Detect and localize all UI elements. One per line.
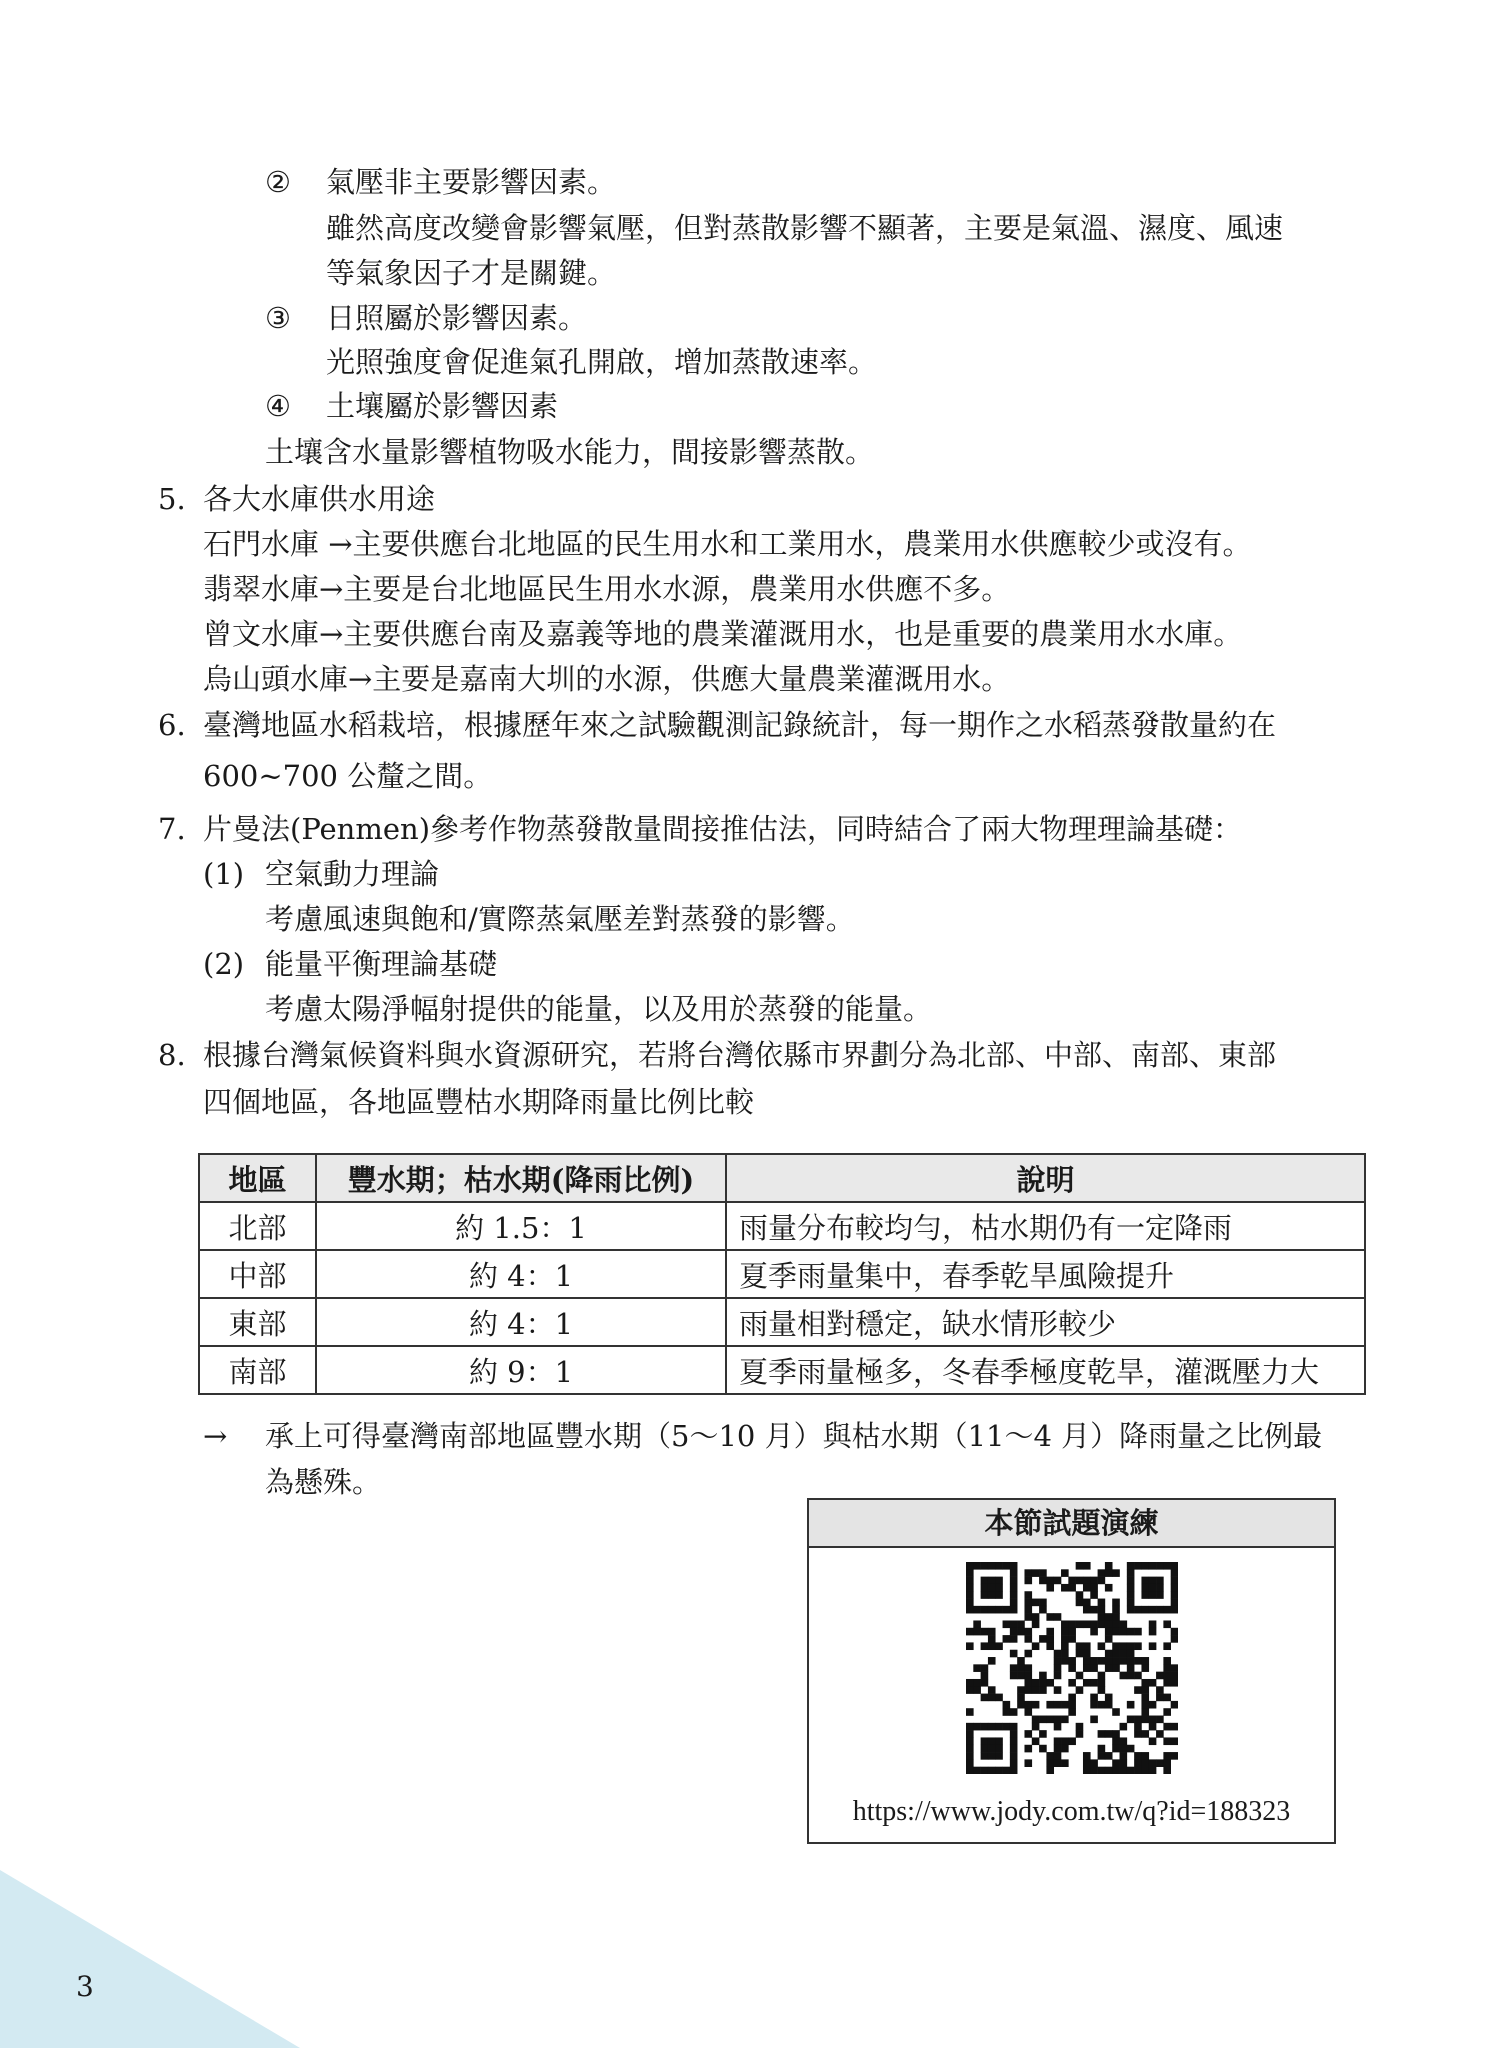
table-row: [199, 1250, 1365, 1298]
qr-title: 本節試題演練: [809, 1500, 1334, 1548]
region-cell: 中部: [199, 1250, 316, 1298]
qr-code-icon[interactable]: [966, 1562, 1178, 1774]
description-cell: 夏季雨量極多，冬春季極度乾旱，灌溉壓力大: [726, 1346, 1365, 1394]
text-line: 各大水庫供水用途: [203, 482, 436, 516]
text-line: 考慮風速與飽和/實際蒸氣壓差對蒸發的影響。: [265, 902, 855, 936]
item-number: 7.: [158, 812, 186, 846]
item-number: ④: [265, 389, 291, 423]
qr-url-link[interactable]: https://www.jody.com.tw/q?id=188323: [852, 1796, 1291, 1827]
column-header: 說明: [726, 1154, 1365, 1202]
ratio-cell: 約 1.5：1: [316, 1202, 726, 1250]
text-line: 土壤屬於影響因素: [326, 389, 559, 423]
text-line: 光照強度會促進氣孔開啟，增加蒸散速率。: [326, 345, 878, 379]
item-number: ③: [265, 301, 291, 335]
item-number: 5.: [158, 482, 186, 516]
description-cell: 夏季雨量集中，春季乾旱風險提升: [726, 1250, 1365, 1298]
table-row: [199, 1298, 1365, 1346]
description-cell: 雨量相對穩定，缺水情形較少: [726, 1298, 1365, 1346]
text-line: 日照屬於影響因素。: [326, 301, 588, 335]
table-row: [199, 1346, 1365, 1394]
practice-qr-box: [807, 1498, 1336, 1844]
region-cell: 北部: [199, 1202, 316, 1250]
text-line: 四個地區，各地區豐枯水期降雨量比例比較: [203, 1085, 755, 1119]
text-line: 根據台灣氣候資料與水資源研究，若將台灣依縣市界劃分為北部、中部、南部、東部: [203, 1038, 1277, 1072]
column-header: 地區: [199, 1154, 316, 1202]
description-cell: 雨量分布較均勻，枯水期仍有一定降雨: [726, 1202, 1365, 1250]
region-cell: 南部: [199, 1346, 316, 1394]
item-number: (1): [203, 857, 245, 891]
text-line: 片曼法(Penmen)參考作物蒸發散量間接推估法，同時結合了兩大物理理論基礎：: [203, 812, 1243, 846]
text-line: 石門水庫 →主要供應台北地區的民生用水和工業用水，農業用水供應較少或沒有。: [203, 527, 1252, 561]
text-line: 空氣動力理論: [265, 857, 440, 891]
text-line: 氣壓非主要影響因素。: [326, 165, 617, 199]
table-header-row: [199, 1154, 1365, 1202]
region-cell: 東部: [199, 1298, 316, 1346]
text-line: 臺灣地區水稻栽培，根據歷年來之試驗觀測記錄統計，每一期作之水稻蒸發散量約在: [203, 708, 1277, 742]
page-number: 3: [76, 1970, 94, 2003]
rainfall-ratio-table: [198, 1153, 1366, 1395]
arrow-icon: →: [203, 1419, 228, 1453]
ratio-cell: 約 4：1: [316, 1250, 726, 1298]
text-line: 曾文水庫→主要供應台南及嘉義等地的農業灌溉用水，也是重要的農業用水水庫。: [203, 617, 1243, 651]
text-line: 等氣象因子才是關鍵。: [326, 256, 617, 290]
item-number: (2): [203, 947, 245, 981]
column-header: 豐水期；枯水期(降雨比例): [316, 1154, 726, 1202]
text-line: 600~700 公釐之間。: [203, 759, 493, 793]
text-line: 考慮太陽淨幅射提供的能量，以及用於蒸發的能量。: [265, 992, 933, 1026]
text-line: 為懸殊。: [265, 1465, 382, 1499]
item-number: 6.: [158, 708, 186, 742]
text-line: 烏山頭水庫→主要是嘉南大圳的水源，供應大量農業灌溉用水。: [203, 662, 1011, 696]
text-line: 雖然高度改變會影響氣壓，但對蒸散影響不顯著，主要是氣溫、濕度、風速: [326, 211, 1284, 245]
text-line: 承上可得臺灣南部地區豐水期（5～10 月）與枯水期（11～4 月）降雨量之比例最: [265, 1419, 1323, 1453]
item-number: 8.: [158, 1038, 186, 1072]
ratio-cell: 約 4：1: [316, 1298, 726, 1346]
text-line: 翡翠水庫→主要是台北地區民生用水水源，農業用水供應不多。: [203, 572, 1011, 606]
ratio-cell: 約 9：1: [316, 1346, 726, 1394]
item-number: ②: [265, 165, 291, 199]
table-row: [199, 1202, 1365, 1250]
text-line: 能量平衡理論基礎: [265, 947, 498, 981]
text-line: 土壤含水量影響植物吸水能力，間接影響蒸散。: [265, 435, 875, 469]
